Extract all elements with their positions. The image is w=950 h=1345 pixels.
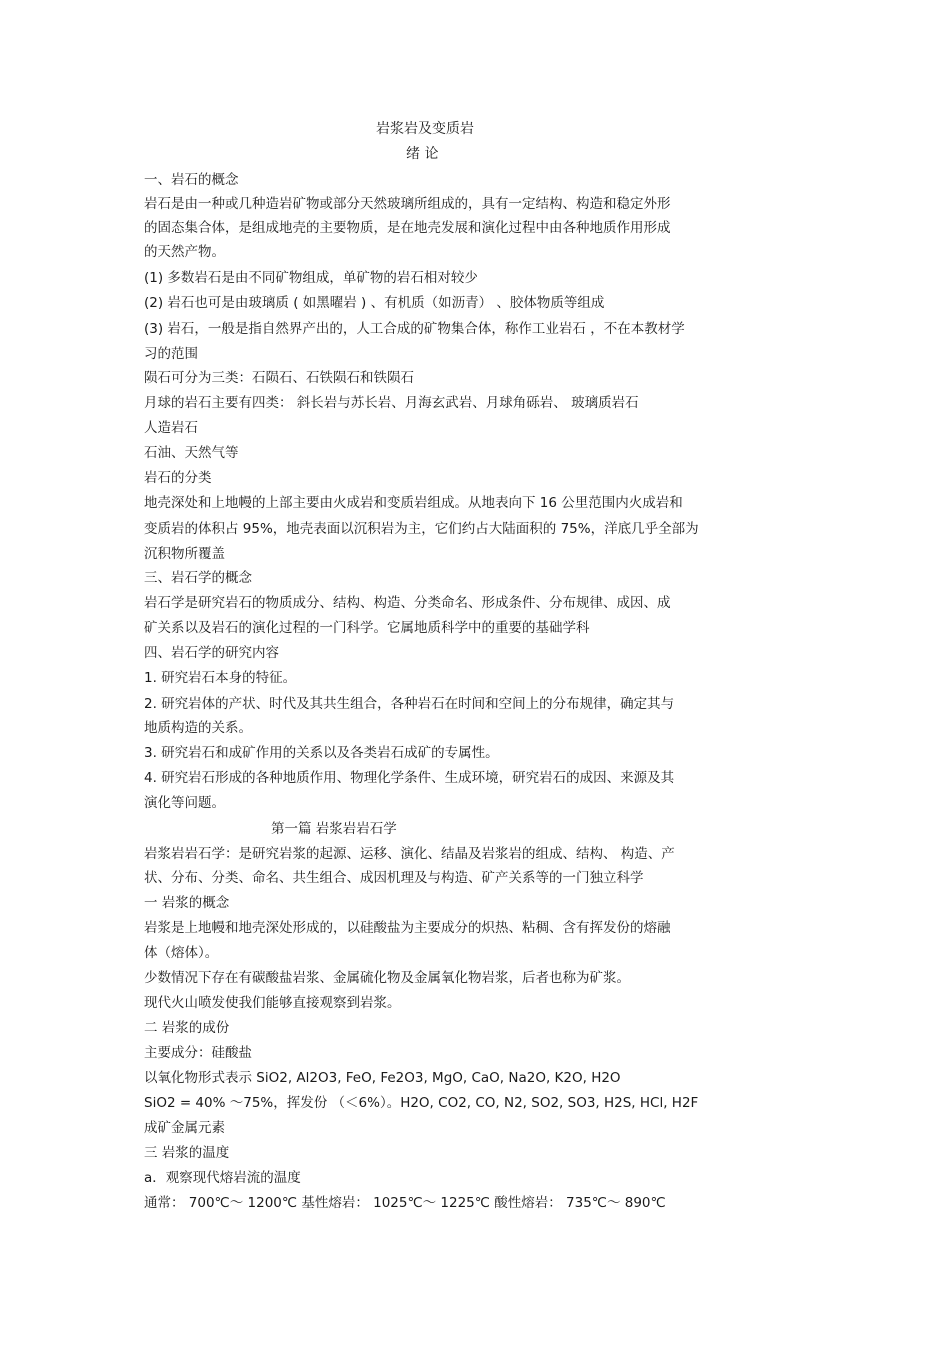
paragraph-line: 矿关系以及岩石的演化过程的一门科学。它属地质科学中的重要的基础学科 (144, 620, 590, 636)
heading-petrology-research: 四、岩石学的研究内容 (144, 645, 279, 661)
paragraph-line: 状、分布、分类、命名、共生组合、成因机理及与构造、矿产关系等的一门独立科学 (144, 870, 644, 886)
list-item: 2. 研究岩体的产状、时代及其共生组合，各种岩石在时间和空间上的分布规律，确定其与 (144, 696, 675, 712)
paragraph-line: 岩浆岩岩石学：是研究岩浆的起源、运移、演化、结晶及岩浆岩的组成、结构、 构造、产 (144, 846, 675, 862)
paragraph-line: 地壳深处和上地幔的上部主要由火成岩和变质岩组成。从地表向下 16 公里范围内火成岩和 (144, 495, 683, 511)
document-title: 岩浆岩及变质岩 (376, 121, 474, 137)
heading-rock-concept: 一、岩石的概念 (144, 172, 239, 188)
paragraph-line: 的固态集合体，是组成地壳的主要物质，是在地壳发展和演化过程中由各种地质作用形成 (144, 220, 671, 236)
list-item: 3. 研究岩石和成矿作用的关系以及各类岩石成矿的专属性。 (144, 745, 499, 761)
paragraph-line: 人造岩石 (144, 420, 198, 436)
list-item: 1. 研究岩石本身的特征。 (144, 670, 297, 686)
heading-rock-classification: 岩石的分类 (144, 470, 212, 486)
paragraph-line: 变质岩的体积占 95%，地壳表面以沉积岩为主，它们约占大陆面积的 75%，洋底几乎全部为 (144, 521, 699, 537)
paragraph-line: 石油、天然气等 (144, 445, 239, 461)
paragraph-line: 成矿金属元素 (144, 1120, 225, 1136)
list-item: (2) 岩石也可是由玻璃质 ( 如黑曜岩 ) 、有机质（如沥青） 、胶体物质等组成 (144, 295, 605, 311)
paragraph-line: 月球的岩石主要有四类： 斜长岩与苏长岩、月海玄武岩、月球角砾岩、 玻璃质岩石 (144, 395, 639, 411)
paragraph-line: 岩石学是研究岩石的物质成分、结构、构造、分类命名、形成条件、分布规律、成因、成 (144, 595, 671, 611)
paragraph-line: 陨石可分为三类：石陨石、石铁陨石和铁陨石 (144, 370, 414, 386)
list-item: (1) 多数岩石是由不同矿物组成，单矿物的岩石相对较少 (144, 270, 478, 286)
paragraph-line: 的天然产物。 (144, 244, 225, 260)
paragraph-line: 地质构造的关系。 (144, 720, 252, 736)
part-heading: 第一篇 岩浆岩岩石学 (271, 821, 397, 837)
paragraph-line: 现代火山喷发使我们能够直接观察到岩浆。 (144, 995, 401, 1011)
paragraph-line: 沉积物所覆盖 (144, 546, 225, 562)
list-item: (3) 岩石，一般是指自然界产出的，人工合成的矿物集合体，称作工业岩石 ，不在本教材学 (144, 321, 685, 337)
paragraph-line: 习的范围 (144, 346, 198, 362)
paragraph-line: SiO2 = 40% ～75%，挥发份 （＜6%）。H2O, CO2, CO, N2, SO2, SO3, H2S, HCl, H2F (144, 1095, 699, 1111)
paragraph-line: 演化等问题。 (144, 795, 225, 811)
paragraph-line: 以氧化物形式表示 SiO2, Al2O3, FeO, Fe2O3, MgO, CaO, Na2O, K2O, H2O (144, 1070, 621, 1086)
paragraph-line: 岩浆是上地幔和地壳深处形成的，以硅酸盐为主要成分的炽热、粘稠、含有挥发份的熔融 (144, 920, 671, 936)
paragraph-line: 体（熔体）。 (144, 945, 219, 961)
paragraph-line: a．观察现代熔岩流的温度 (144, 1170, 301, 1186)
document-subtitle: 绪 论 (406, 146, 439, 162)
list-item: 4. 研究岩石形成的各种地质作用、物理化学条件、生成环境，研究岩石的成因、来源及其 (144, 770, 675, 786)
heading-magma-composition: 二 岩浆的成份 (144, 1020, 230, 1036)
heading-petrology-concept: 三、岩石学的概念 (144, 570, 252, 586)
paragraph-line: 通常： 700℃～ 1200℃ 基性熔岩： 1025℃～ 1225℃ 酸性熔岩： 735℃～ 890℃ (144, 1195, 666, 1211)
heading-magma-concept: 一 岩浆的概念 (144, 895, 230, 911)
heading-magma-temperature: 三 岩浆的温度 (144, 1145, 230, 1161)
paragraph-line: 主要成分：硅酸盐 (144, 1045, 252, 1061)
paragraph-line: 岩石是由一种或几种造岩矿物或部分天然玻璃所组成的，具有一定结构、构造和稳定外形 (144, 196, 671, 212)
paragraph-line: 少数情况下存在有碳酸盐岩浆、金属硫化物及金属氧化物岩浆，后者也称为矿浆。 (144, 970, 630, 986)
